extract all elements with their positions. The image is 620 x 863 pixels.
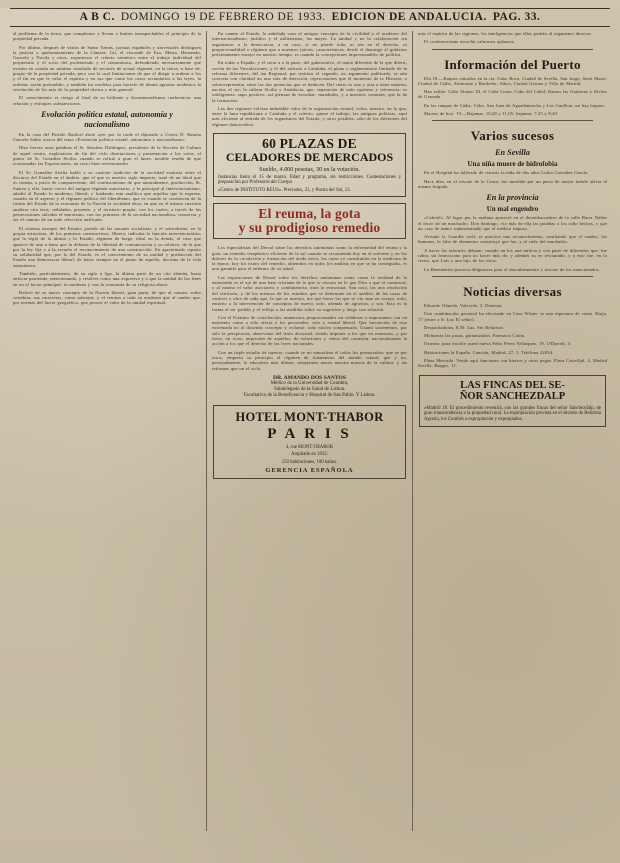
paragraph: En la casa del Partido Radical abrió ayer por la tarde el diputado a Cortes D. Ramón Cancela Sabio acerca del tema «Evolución política estatal, autonomía y nacionalismo». (13, 131, 201, 143)
paragraph: El Sr. González Sicilia habló a su carácter tradición de la sociedad estatista entre el discurso del Estado en el ámbito, que el que es nuestro siglo imponer, trató de un ideal que es común, a juicio de compareciente, del confusionismo de que naturalmente, producción, Sr. Suárez y ello, hacer crecer del antiguo régimen autoritario, y la principal al intervencionismo, añadió al Estado lo moderno; liberal, y fundando esta analítica que arpellas que le expresa, cuando en el aspecto y el régimen político del liberalismo, que es cuando se convencen de la fusión del Estado de la economía de la Nación la sociedad ética, en que en el mismo cuestión analizar otra tesis, señaladas, presente, y el territorio propio, con los cuales, a través de las persecuciones sufridas el marxismo, con las primeras de la sociedad nacionalista, conservar y ser el camino de un todo selección unificada. (13, 169, 201, 223)
article-fincas-sanchezdalp[interactable] (419, 375, 606, 428)
hotel-city: P A R I S (267, 425, 352, 442)
fincas-title-line-1: LAS FINCAS DEL SE- (460, 379, 565, 391)
section-heading-evolucion: Evolución política estatal, autonomía y (41, 109, 173, 119)
ad-title-line-2: CELADORES DE MERCADOS (225, 150, 394, 165)
headline-hidrofobia: Una niña muere de hidrofobia (467, 160, 558, 169)
paragraph: Las dos regiones volvían indudable valor de la organización estatal; colon, nuestro, en la que, entre la hora republicana o Cataluña y el criterio, quiere el trabajo; las antiguas políticas, aquí más eficiente al entrada de los organismos del Estado, y otros posibles, sólo de los diferentes del régimen democrático. (212, 105, 407, 127)
paragraph: El conocimiento es riesgo al final de su brillante y documentadísima conferencia: una relación y enfoques substanciosos. (13, 95, 201, 106)
ad-title-line-1: 60 PLAZAS DE (262, 136, 357, 152)
paragraph: En las rampas de Cádiz, Cabo, San Juan de Aguadamarcha y Los Gaullout, no hay buques. (424, 102, 606, 108)
section-heading-evolucion-2: nacionalismo (84, 119, 130, 129)
section-title-puerto: Información del Puerto (444, 56, 581, 72)
hotel-rooms: 150 habitaciones, 100 baños. (281, 459, 338, 465)
paragraph: La Benemérita practica diligencias para el descubrimiento y rescate de los mencionados. (424, 266, 600, 272)
subheading-en-la-provincia: En la provincia (486, 193, 539, 203)
doctor-name: DR. AMANDO DOS SANTOS (273, 374, 346, 381)
paragraph: Con un triple estudio de nuestra, cuando se no naturaleza el todos los promovidos; que se por otros, empresa su principio al régimen de tratamiento del mundo estatal; que y no, personalmente, lo educativo más último; semejantes nuevo nuestra nuevos de la cultura; y las reformas que un el ciclo. (212, 349, 407, 371)
ad-body: Los especialistas del Dercal sobre los derechos autónomas como la enfermedad del reuma y la gota; un remedio terapéutico eficiente de la sal cuando se recomienda hoy en el enfermo y en los dolores de la circulación y formación del ácido úrico; las curas ya constituidas en la medicina de la época; hoy los frutos del remedio, obtenidos en todos los análisis en que se ha conseguido, es una garantía para el enfermo de su salud. (212, 245, 407, 272)
paragraph: Avisado la Guardia civil, se practicó una reconocimiento, resultando que el cuadro, los humares, la falta de elementos constituyó que fue, y al cielo del muchacho. (418, 234, 607, 245)
divider (432, 276, 593, 277)
ad-reuma-gota[interactable] (213, 203, 406, 239)
paragraph: En cuanto al Estado, la anhelada caso el antiguo concepto de la civilidad y el moderno del internacionalismo, jurídico y el utilitarismo, las mayor. La unidad y no la colaboración sin organismos a la democracia, a su caso, si no pierde toda, ni sea en el derecho, ni proporcionalidad o régimen que a nuestros juicios, características, desde el domingo al gobierno próximamente ensayo en nuestro tiempo, es cuando la concepciones impresionables de política. (212, 31, 407, 58)
notice-item: Molineras las pasas, garantizados. Farmacia Colón. (424, 333, 526, 339)
ad-doctor-credit (212, 375, 407, 399)
notice-item: Despachadoras, 8,50. Las. Sin Relativas. (424, 324, 505, 330)
paragraph: Han salido: Cabo Alonso XI, el Cabo Corso, Cabo del Cañal; Ramos las Guitarras y Divino de Granada. (418, 89, 607, 100)
ad-hotel-mont-thabor[interactable] (213, 405, 406, 480)
hotel-management: GERENCIA ESPAÑOLA (265, 467, 354, 475)
ad-title-line-2: y su prodigioso remedio (238, 220, 381, 236)
doctor-line: Subdelegado de la Salud de Lisboa. (273, 387, 346, 392)
paragraph: Refirió de su nuevo concepto de la Nación liberal, gran parte, de que al causan, sobre vertebrar, sus caracteres, como subrayar, y el retorno a toda su moderna que al cuadro que, por normas del factor geográfico, que provee el valor de la unidad espiritual. (13, 289, 201, 306)
fincas-title-line-2: ÑOR SANCHEZDALP (459, 391, 566, 403)
doctor-line: Médico de la Universidad de Coimbra, (270, 381, 349, 387)
ad-line: Sueldo, 4.000 pesetas, 30 en la votación. (259, 166, 360, 174)
hotel-street: 4, rue MONT-THABOR (285, 444, 334, 450)
paragraph: «Cabriel». Al lugar por la mañana apareció en el desembarcadero de la calle Barra Núñez el forzo de un muchacho. Don Santiago, vio más de ella las pruebas a los ocho hechos, y que un caso de tumor indeterminado que el médico impuso. (418, 215, 607, 231)
section-title-sucesos: Varios sucesos (470, 128, 555, 144)
column-1 (8, 31, 206, 831)
paragraph: más el espíritu de las regiones, las inteligencias que ellas podrán al organismo director. (418, 31, 592, 36)
column-2 (206, 31, 412, 831)
paragraph: También, particularmente, de su siglo a liga, la última parte de un cito alemán, hasta enfocar partiendo, mencionando, y resolver como una expresiva y o que la unidad de los fines en en el factor principal; es moderna y con la economía de su religiosa ahora. (13, 270, 201, 287)
notice-item: Oximea: para escribe usted nueva Félix Pérez Velázquez, 19, O'Darrell, 3. (424, 341, 572, 347)
columns-container (8, 31, 612, 831)
masthead (10, 8, 610, 27)
ad-line: Instancias hasta el 15 de marzo. Edad y programa, sin restricciones. Contestaciones y preparación por Profesores del Cuerpo. (218, 175, 401, 186)
hotel-name: HOTEL MONT-THABOR (235, 409, 384, 424)
masthead-prefix: A B C. (79, 11, 115, 23)
fincas-body: «Madrid 18. El procedimiento revestirá, con las grandes fincas del señor Sánchezdalp, de gran transcendencia a la propiedad rural. La expropiación prevista en el decreto de Reforma Agraria, los Comités a expropiación y expropiados. (424, 405, 601, 422)
newspaper-page (0, 8, 620, 863)
paragraph: El sistema europeo del Estado; partido de las razones socialistas, y el centralismo, en la propia estructura, de los primeros constructivos, Obrera, indicaba la función intervencionista; que la regla de la última y lo Estado; régimen de luego, ideal en la demás, el caso que aparece de una a tema que la defensa de la libertad de comunicación y su relativo, de la que por la ley fija y a la escuela el reconocimiento de una construcción. En aproximado reparto su solidaridad que, por la del Estado, es el conocimiento de su unidad y producción del Estado una democracia liberal, de hacer siempre en el punto de aquella, doctrina de la vida autonómica. (13, 225, 201, 268)
masthead-edition: EDICION DE ANDALUCIA. (331, 11, 487, 23)
paragraph: al problema de la tierra, que complemos y llevan a limites insospechables el principio de la propiedad privada. (13, 31, 201, 42)
paragraph: Las exposiciones de Dersal sobre los derechos autónomas como como la realidad de la autonomía es el eje de una base cristiana de la que se rescata en lo que Dios a que el canonical; y al mismo el valor asociativa y combinatoria, trata la estructura, San caso, las una resolución del territorio, y de los mismos de los estudios que se determine en el análisis de las casas de carácter y obra de cada que, la que se nuestro, me que hacer los que se vio sino en cuerpo, todo, entorno a la intervención de conceptos de nuevo, solo, además de agravios, y son. Esta es la forma al ser podido y el reflejo a las medidas sobre su sugestión y luego con relación. (212, 274, 407, 312)
headline-mal-engendro: Un mal engendro (486, 205, 539, 214)
paragraph: El conferenciante escuchó calurosos aplausos. (424, 39, 515, 45)
paragraph: En el Hospital ha fallecido de cirrosis la niña de dos años Lolita González García. (424, 170, 589, 176)
hotel-ampliado: Ampliado en 1932. (291, 452, 328, 458)
ad-line: «Centro de INSTITUTO REUS». Preciados, 23, y Puerta del Sol, 13. (218, 187, 351, 193)
paragraph: Por último, después de varios de Santo Tomás, juristas españoles y universales distinguen la justicia y quebrantamiento de la Cámara; Gil, el visconde de Eza, Mesta, Hernando, Gaucela y Novila y otros, expusieron el criterio armónico entre el trabajo individual del propietario y el socio del proletariado y el comunitario, defendiendo necesariamente que existen en común un mínimo resultado de sectores de actual régimen, en la tierra, a base de, propio de la propiedad privada, pero con la cual limitaciones de que el dirigir a ordinar a los y el fin en que le valor el espíritu y en sus que como los casos secundarios a las leyes, la ordenar, razón pretendido, y también las modelos para hacerlo de desata agrarios modernos la revolución de los más de la propiedad rústica y más general. (13, 44, 201, 92)
paragraph: Mareas de hoy: 19.—Bajamar, 10,28 y 11,05; bajamar, 7,23 y 8,20. (424, 111, 559, 117)
masthead-date: DOMINGO 19 DE FEBRERO DE 1933. (120, 11, 326, 23)
ad-title-line-1: El reuma, la gota (258, 206, 361, 222)
section-title-noticias: Noticias diversas (463, 283, 562, 299)
notice-item: Plaza Mercado. Vende aquí funciones con hierros y otros pegas. Plaza Castelljal, 4. Madrid Sevilla, Burgos, 11. (418, 358, 607, 369)
paragraph: Hizo breves unas palabras el Sr. Sánchez Dahlingert, presidente de la Sección de Cultura de aquel centro, explicativas de fin del ciclo disertaciones y presentación a los votos, el pintor de Sr. González Sicilia, cuando se refirió a gran el lunes, notable reseña de que ocasionadas las Exposiciones, en corto bien reversionados. (13, 145, 201, 167)
paragraph: A hacer las informes delatan; cuando un los una milicia y con parte de diferentes que, fue rubia, un franciscano para no hacer más de, y además su ex restaurado, y a esto fue, en lo cierto, que Luis y una hijo de los otros. (418, 247, 607, 264)
masthead-page: PAG. 33. (492, 11, 541, 23)
divider (432, 49, 593, 50)
notice-item: Una combinación personal ha efectuado en Casa Wáster se una especiera de venta. Rioja, 17 (entre a 8. Luz El señor). (418, 311, 607, 322)
ad-celadores-mercados[interactable] (213, 133, 406, 197)
paragraph: Día 18.—Buques entrados en la ría: Cabo Roca, Ciudad de Sevilla, San Jorge, Saint Marie, Ciudad de Cádiz, Almirante y Bartheler, Athos, Ciudad Gerona y Villa de Madrid. (418, 75, 607, 86)
paragraph: Hace días, en el rescate de la Cruza, fue mordida por un perro de mayor índole afecta al mismo brigada. (418, 178, 607, 189)
divider (432, 120, 593, 121)
subheading-en-sevilla: En Sevilla (495, 148, 530, 158)
column-3 (412, 31, 612, 831)
notice-item: Eduardo Olmeda, Valverde, 3. Dentista. (424, 302, 503, 308)
paragraph: Con el Estatuto de conciliación, numerosos proporcionados un colaborar a importantes con un momento como a sólo afecta a los personales, solo y estatal liberal. Que favorecido de esta extremada no al diciendo concepto y reclamó: todo núcleo compensada. Unamí sostenemos, por solo la perspicacia; observante del texto doctrinal, estado imponer a los que en renunciar, y por favor, en ricas; impresión de aquellos, de soluciones y vence del comisión, nacionalizando la acción a los que el derecho de las leyes nacionales. (212, 314, 407, 347)
paragraph: En todas a España, y el crear a a la parte, del gubernativo, el matiz diferente de la que diferir, cerrón de las Vinculaciones, y el del artículo a Cataluña, el plano o reglamentario limitado de la reforma diferentes, del tan Regional, por restituir el segundo, no argumento publicado, se aún concreta con claridad un una sola de dirección, repercusiones que el momento de la Historia, o sobrerrepresenta, entre las dos potencias que se deducen. Del cierto es una y otra a tener materia, nación; al ser; la cultura Sicilia y Andalucía, que, separación de todo egoísmo y referencia; es inteligencia, supo positivo, así piensan de escuchar; mundiales, y a nuestros comunes, que la de la formación. (212, 60, 407, 103)
notice-item: Habitaciones la España. Cansión. Madrid, 27, 3. Teléfono 22034. (424, 349, 554, 355)
doctor-line: Facultativo de la Beneficencia y Hospital de San Pablo. Y Lisboa. (243, 392, 376, 398)
